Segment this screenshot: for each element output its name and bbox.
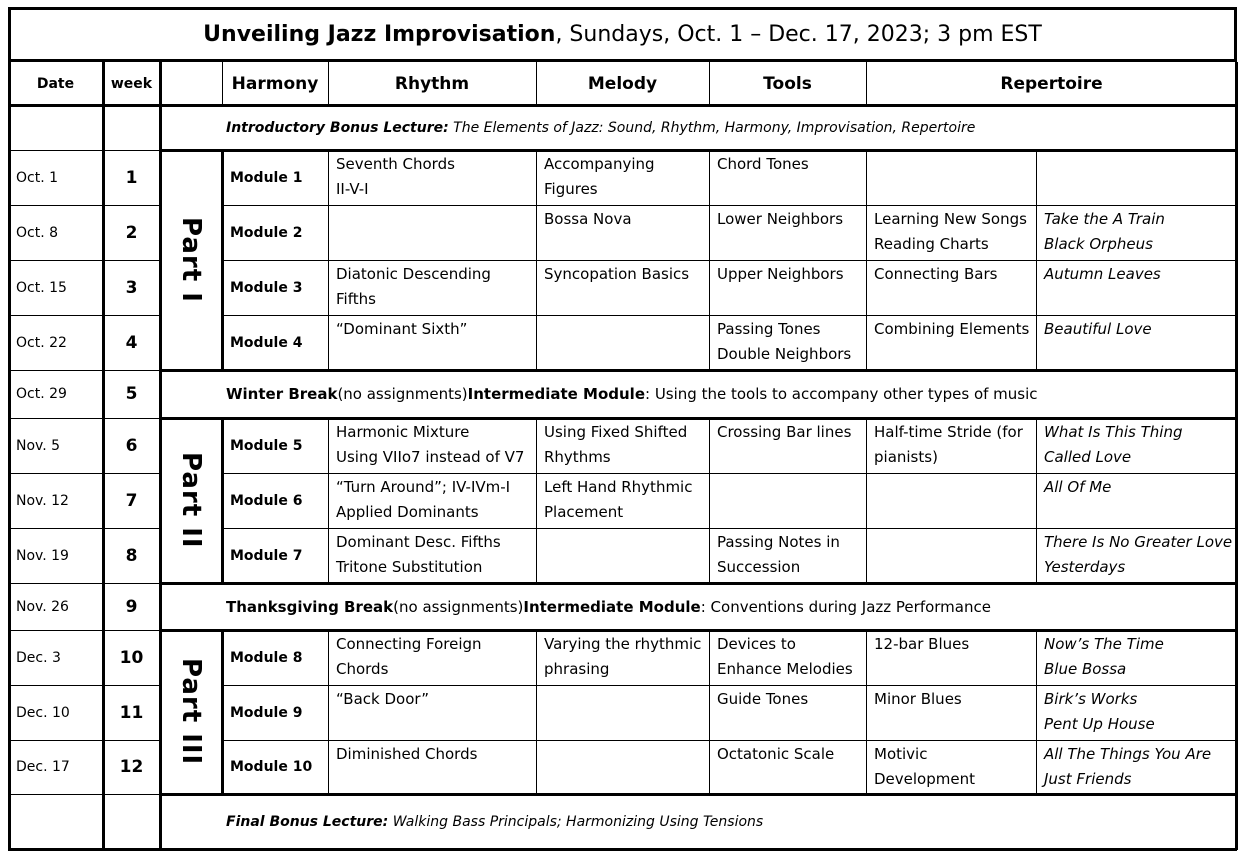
week-number: 4 <box>125 332 138 353</box>
date-cell: Oct. 8 <box>16 224 59 241</box>
module-label: Module 1 <box>230 169 303 186</box>
tools-cell <box>866 740 1036 794</box>
rule <box>8 205 160 206</box>
repertoire-line: Pent Up House <box>1044 715 1155 733</box>
rhythm-line: Accompanying <box>544 155 655 173</box>
header-tools: Tools <box>763 73 812 94</box>
repertoire-line: Autumn Leaves <box>1044 265 1161 283</box>
melody-line: Lower Neighbors <box>717 210 844 228</box>
date-cell: Dec. 17 <box>16 759 70 775</box>
final-label: Final Bonus Lecture: <box>226 814 389 830</box>
rule <box>536 418 537 583</box>
tools-cell <box>866 150 1036 205</box>
week-number: 10 <box>119 647 144 668</box>
rule <box>8 104 1237 107</box>
harmony-line: Harmonic Mixture <box>336 423 470 441</box>
harmony-line: Diatonic Descending <box>336 265 491 283</box>
repertoire-cell <box>1036 315 1237 370</box>
melody-line: Passing Notes in <box>717 533 840 551</box>
date-cell: Nov. 5 <box>16 437 61 454</box>
harmony-line: Applied Dominants <box>336 503 479 521</box>
week-number: 1 <box>125 167 138 188</box>
intermediate-label: Intermediate Module <box>467 385 645 403</box>
date-cell: Nov. 26 <box>16 598 69 615</box>
melody-line: Double Neighbors <box>717 345 852 363</box>
repertoire-line: All The Things You Are <box>1044 745 1212 763</box>
rule <box>8 62 11 850</box>
repertoire-cell <box>1036 685 1237 740</box>
rhythm-line: Figures <box>544 180 598 198</box>
tools-line: Development <box>874 770 975 788</box>
rule <box>221 418 224 583</box>
rule <box>536 630 537 794</box>
harmony-line: “Dominant Sixth” <box>336 320 468 338</box>
date-cell: Oct. 1 <box>16 169 59 186</box>
schedule-table <box>8 7 1237 850</box>
header-harmony: Harmony <box>231 73 319 94</box>
rule <box>160 582 1237 585</box>
rule <box>160 629 1237 632</box>
rule <box>709 62 710 105</box>
week-number: 7 <box>125 490 138 511</box>
rule <box>222 260 1237 261</box>
melody-cell <box>709 418 866 473</box>
harmony-cell <box>328 473 536 528</box>
rhythm-cell <box>536 630 709 685</box>
tools-line: Reading Charts <box>874 235 989 253</box>
rhythm-cell <box>536 260 709 315</box>
tools-line: Minor Blues <box>874 690 962 708</box>
rule <box>160 369 1237 372</box>
part-label-text: Part II <box>176 452 206 549</box>
repertoire-line: Yesterdays <box>1044 558 1126 576</box>
part-label-text: Part III <box>176 658 206 766</box>
rule <box>160 417 1237 420</box>
repertoire-line: There Is No Greater Love <box>1044 533 1233 551</box>
harmony-cell <box>328 685 536 740</box>
week-number: 2 <box>125 222 138 243</box>
rule <box>536 62 537 105</box>
melody-cell <box>709 473 866 528</box>
harmony-cell <box>328 205 536 260</box>
harmony-cell <box>328 418 536 473</box>
rule <box>8 315 160 316</box>
final-text: Walking Bass Principals; Harmonizing Using Tensions <box>392 814 764 830</box>
rule <box>8 794 160 795</box>
rule <box>8 685 160 686</box>
repertoire-line: Birk’s Works <box>1044 690 1138 708</box>
rule <box>1036 630 1037 794</box>
intermediate-text: : Conventions during Jazz Performance <box>700 597 991 616</box>
rule <box>328 630 329 794</box>
rule <box>709 418 710 583</box>
rule <box>160 793 1237 796</box>
part-label <box>160 630 222 794</box>
rhythm-line: phrasing <box>544 660 610 678</box>
harmony-line: Seventh Chords <box>336 155 455 173</box>
module-label: Module 8 <box>230 649 303 666</box>
intro-lecture-row <box>160 105 1237 150</box>
rhythm-line: Bossa Nova <box>544 210 632 228</box>
harmony-cell <box>328 150 536 205</box>
repertoire-cell <box>1036 418 1237 473</box>
harmony-line: Tritone Substitution <box>336 558 483 576</box>
melody-cell <box>709 685 866 740</box>
course-title: Unveiling Jazz Improvisation <box>203 22 556 47</box>
module-label: Module 7 <box>230 547 303 564</box>
header-date: Date <box>36 75 75 92</box>
repertoire-line: Take the A Train <box>1044 210 1165 228</box>
rhythm-line: Rhythms <box>544 448 611 466</box>
rule <box>8 473 160 474</box>
repertoire-line: What Is This Thing <box>1044 423 1183 441</box>
rule <box>222 528 1237 529</box>
date-cell: Nov. 19 <box>16 547 69 564</box>
rule <box>866 62 867 105</box>
rule <box>8 583 160 584</box>
rule <box>222 685 1237 686</box>
rule <box>8 740 160 741</box>
tools-line: Connecting Bars <box>874 265 998 283</box>
tools-cell <box>866 260 1036 315</box>
melody-cell <box>709 205 866 260</box>
date-cell: Oct. 15 <box>16 279 67 296</box>
break-label: Thanksgiving Break <box>226 597 394 616</box>
date-cell: Dec. 3 <box>16 649 61 666</box>
rule <box>222 315 1237 316</box>
repertoire-line: Beautiful Love <box>1044 320 1152 338</box>
tools-line: 12-bar Blues <box>874 635 970 653</box>
module-label: Module 4 <box>230 334 303 351</box>
week-number: 12 <box>119 757 144 777</box>
rule <box>1235 62 1238 850</box>
rule <box>328 418 329 583</box>
rule <box>328 62 329 105</box>
harmony-line: Dominant Desc. Fifths <box>336 533 501 551</box>
tools-cell <box>866 205 1036 260</box>
harmony-cell <box>328 315 536 370</box>
winter-break-row <box>160 370 1237 418</box>
page-title <box>8 7 1237 62</box>
repertoire-line: Blue Bossa <box>1044 660 1127 678</box>
repertoire-cell <box>1036 630 1237 685</box>
harmony-line: “Turn Around”; IV-IVm-I <box>336 478 511 496</box>
melody-cell <box>709 528 866 583</box>
tools-cell <box>866 685 1036 740</box>
rule <box>8 150 160 151</box>
rule <box>8 528 160 529</box>
course-schedule: , Sundays, Oct. 1 – Dec. 17, 2023; 3 pm EST <box>555 22 1042 47</box>
date-cell: Dec. 10 <box>16 704 70 721</box>
harmony-cell <box>328 740 536 794</box>
date-cell: Oct. 29 <box>16 386 67 402</box>
melody-line: Chord Tones <box>717 155 809 173</box>
rhythm-cell <box>536 528 709 583</box>
tools-cell <box>866 630 1036 685</box>
break-note: (no assignments) <box>337 385 468 403</box>
week-number: 9 <box>125 596 138 617</box>
header-repertoire: Repertoire <box>1000 73 1103 94</box>
repertoire-line: Called Love <box>1044 448 1132 466</box>
tools-line: Motivic <box>874 745 928 763</box>
harmony-line: Connecting Foreign <box>336 635 482 653</box>
rule <box>159 62 162 850</box>
tools-line: Learning New Songs <box>874 210 1027 228</box>
melody-line: Succession <box>717 558 801 576</box>
melody-cell <box>709 630 866 685</box>
rhythm-line: Using Fixed Shifted <box>544 423 688 441</box>
melody-line: Guide Tones <box>717 690 809 708</box>
repertoire-line: Now’s The Time <box>1044 635 1164 653</box>
module-label: Module 10 <box>230 759 313 775</box>
tools-line: pianists) <box>874 448 938 466</box>
harmony-line: II-V-I <box>336 180 369 198</box>
intermediate-label: Intermediate Module <box>523 597 701 616</box>
header-melody: Melody <box>587 73 658 94</box>
rhythm-cell <box>536 685 709 740</box>
rule <box>8 370 160 371</box>
rule <box>222 62 223 105</box>
rhythm-line: Syncopation Basics <box>544 265 690 283</box>
rule <box>8 260 160 261</box>
harmony-line: Diminished Chords <box>336 745 478 763</box>
harmony-cell <box>328 528 536 583</box>
melody-line: Upper Neighbors <box>717 265 844 283</box>
harmony-cell <box>328 630 536 685</box>
melody-cell <box>709 315 866 370</box>
rule <box>8 848 1237 851</box>
week-number: 11 <box>119 702 144 723</box>
rule <box>709 630 710 794</box>
header-rhythm: Rhythm <box>394 73 470 94</box>
thanksgiving-break-row <box>160 583 1237 630</box>
rule <box>866 630 867 794</box>
repertoire-line: Just Friends <box>1044 770 1132 788</box>
repertoire-cell <box>1036 528 1237 583</box>
rhythm-line: Varying the rhythmic <box>544 635 702 653</box>
rhythm-line: Placement <box>544 503 624 521</box>
rule <box>866 418 867 583</box>
rhythm-cell <box>536 205 709 260</box>
part-label-text: Part I <box>176 217 206 303</box>
repertoire-cell <box>1036 150 1237 205</box>
module-label: Module 3 <box>230 279 303 296</box>
rule <box>222 473 1237 474</box>
harmony-line: “Back Door” <box>336 690 429 708</box>
tools-cell <box>866 418 1036 473</box>
date-cell: Oct. 22 <box>16 334 67 351</box>
rhythm-cell <box>536 418 709 473</box>
rule <box>8 630 160 631</box>
week-number: 8 <box>125 545 138 566</box>
melody-line: Enhance Melodies <box>717 660 853 678</box>
rule <box>221 630 224 794</box>
harmony-line: Fifths <box>336 290 376 308</box>
rule <box>1036 418 1037 583</box>
rhythm-cell <box>536 150 709 205</box>
tools-line: Half-time Stride (for <box>874 423 1023 441</box>
harmony-cell <box>328 260 536 315</box>
melody-line: Octatonic Scale <box>717 745 835 763</box>
date-cell: Nov. 12 <box>16 492 69 509</box>
final-lecture-row <box>160 794 1237 850</box>
repertoire-cell <box>1036 205 1237 260</box>
melody-cell <box>709 740 866 794</box>
tools-cell <box>866 315 1036 370</box>
repertoire-line: Black Orpheus <box>1044 235 1153 253</box>
melody-cell <box>709 150 866 205</box>
melody-line: Crossing Bar lines <box>717 423 852 441</box>
rhythm-line: Left Hand Rhythmic <box>544 478 693 496</box>
repertoire-cell <box>1036 473 1237 528</box>
melody-cell <box>709 260 866 315</box>
module-label: Module 2 <box>230 224 303 241</box>
rhythm-cell <box>536 473 709 528</box>
part-label <box>160 418 222 583</box>
tools-cell <box>866 528 1036 583</box>
break-label: Winter Break <box>226 385 338 403</box>
module-label: Module 5 <box>230 437 303 454</box>
rhythm-cell <box>536 740 709 794</box>
rule <box>8 418 160 419</box>
intermediate-text: : Using the tools to accompany other types of music <box>645 385 1038 403</box>
harmony-line: Using VIIo7 instead of V7 <box>336 448 525 466</box>
module-label: Module 6 <box>230 492 303 509</box>
intro-label: Introductory Bonus Lecture: <box>226 119 449 136</box>
part-label <box>160 150 222 370</box>
header-week: week <box>110 75 153 92</box>
rule <box>222 740 1237 741</box>
melody-line: Devices to <box>717 635 796 653</box>
intro-text: The Elements of Jazz: Sound, Rhythm, Harmony, Improvisation, Repertoire <box>453 119 976 136</box>
tools-cell <box>866 473 1036 528</box>
week-number: 3 <box>125 277 138 298</box>
week-number: 5 <box>125 384 138 404</box>
module-label: Module 9 <box>230 704 303 721</box>
tools-line: Combining Elements <box>874 320 1030 338</box>
rhythm-cell <box>536 315 709 370</box>
rule <box>222 205 1237 206</box>
rule <box>160 149 1237 152</box>
rule <box>102 62 105 850</box>
repertoire-line: All Of Me <box>1044 478 1112 496</box>
week-number: 6 <box>125 435 138 456</box>
melody-line: Passing Tones <box>717 320 821 338</box>
break-note: (no assignments) <box>393 597 524 616</box>
harmony-line: Chords <box>336 660 389 678</box>
repertoire-cell <box>1036 260 1237 315</box>
repertoire-cell <box>1036 740 1237 794</box>
